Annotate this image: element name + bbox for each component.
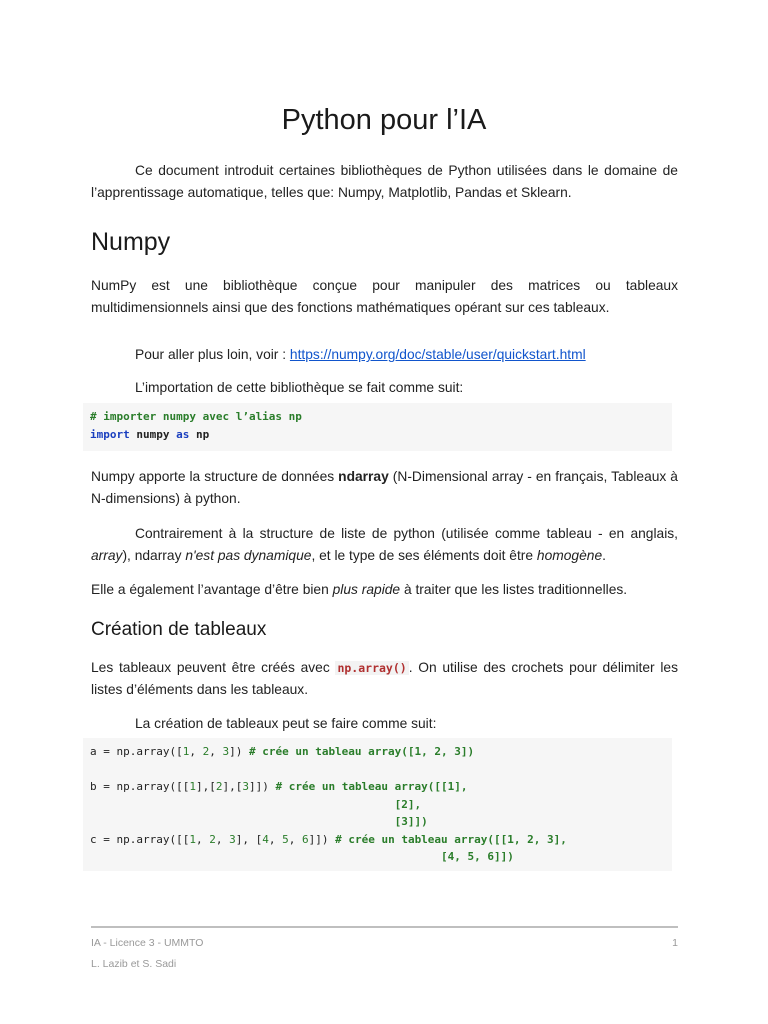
faster-term: plus rapide xyxy=(332,582,401,597)
not-dynamic-term: n'est pas dynamique xyxy=(185,548,312,563)
ndarray-text-post: (N-Dimensional array - en français, Tableaux à N-dimensions) à python. xyxy=(91,469,678,506)
code-sep: , xyxy=(288,832,302,846)
contrast-part3: , et le type de ses éléments doit être xyxy=(311,548,537,563)
creation-paragraph xyxy=(91,657,678,701)
contrast-part4: . xyxy=(602,548,606,563)
code-sep: , xyxy=(209,745,223,758)
creation-intro: La création de tableaux peut se faire comme suit: xyxy=(135,716,437,731)
code-b-pre: b = np.array([[ xyxy=(90,780,190,793)
code-b-comment: # crée un tableau array([[1], xyxy=(275,780,468,793)
more-info-prefix: Pour aller plus loin, voir : xyxy=(135,347,290,362)
footer-authors: L. Lazib et S. Sadi xyxy=(91,958,177,970)
np-array-inline-code: np.array() xyxy=(337,661,407,675)
creation-heading: Création de tableaux xyxy=(91,619,267,640)
code-b-comment-cont xyxy=(90,815,428,828)
as-keyword: as xyxy=(176,427,190,441)
module-name: numpy xyxy=(129,427,177,441)
code-number: 1 xyxy=(189,832,196,846)
code-a-comment: # crée un tableau array([1, 2, 3]) xyxy=(248,745,475,758)
intro-paragraph: Ce document introduit certaines bibliothèques de Python utilisées dans le domaine de l’apprentissage automatique, telles que: Numpy, Matplotlib, Pandas et Sklearn. xyxy=(91,163,678,200)
code-number: 3 xyxy=(222,745,230,758)
code-c-post: ]]) xyxy=(308,832,336,846)
import-keyword: import xyxy=(90,427,130,441)
ndarray-text-pre: Numpy apporte la structure de données xyxy=(91,469,339,484)
code-a-post: ]) xyxy=(229,745,249,758)
code-b-comment-2: [2], xyxy=(394,797,422,811)
code-number: 1 xyxy=(189,780,196,793)
code-number: 2 xyxy=(215,780,223,793)
ndarray-paragraph xyxy=(91,466,678,510)
more-info-line xyxy=(135,344,586,366)
code-c-comment: # crée un tableau array([[1, 2, 3], xyxy=(335,832,567,846)
array-term: array xyxy=(91,548,123,563)
creation-pre: Les tableaux peuvent être créés avec xyxy=(91,660,336,675)
numpy-quickstart-link[interactable]: https://numpy.org/doc/stable/user/quickstart.html xyxy=(289,347,586,362)
import-code-block xyxy=(83,403,672,451)
code-sep: ],[ xyxy=(195,780,216,793)
code-number: 4 xyxy=(262,832,269,846)
speed-pre: Elle a également l’avantage d’être bien xyxy=(91,582,333,597)
code-number: 3 xyxy=(229,832,236,846)
code-a-pre: a = np.array([ xyxy=(90,745,183,758)
code-sep: ],[ xyxy=(222,780,243,793)
speed-paragraph xyxy=(91,579,678,601)
code-c-comment-cont xyxy=(90,850,514,863)
contrast-part2: ), ndarray xyxy=(122,548,186,563)
code-sep: , xyxy=(215,832,230,846)
document-title: Python pour l’IA xyxy=(281,104,487,136)
code-b-post: ]]) xyxy=(248,780,276,793)
code-c-pre: c = np.array([[ xyxy=(90,832,190,846)
code-sep: , xyxy=(268,832,283,846)
creation-code-block xyxy=(83,738,672,871)
import-intro: L’importation de cette bibliothèque se fait comme suit: xyxy=(135,380,464,395)
code-sep: , xyxy=(195,832,210,846)
code-number: 1 xyxy=(182,745,190,758)
homogeneous-term: homogène xyxy=(536,548,603,563)
footer-divider xyxy=(91,926,678,928)
code-c-comment-2: [4, 5, 6]]) xyxy=(441,850,514,863)
speed-post: à traiter que les listes traditionnelles. xyxy=(400,582,628,597)
ndarray-term: ndarray xyxy=(338,469,389,484)
code-number: 2 xyxy=(202,745,210,758)
numpy-description: NumPy est une bibliothèque conçue pour manipuler des matrices ou tableaux multidimensionnels ainsi que des fonctions mathématiques opérant sur ces tableaux. xyxy=(91,278,678,315)
footer-course: IA - Licence 3 - UMMTO xyxy=(91,937,204,949)
code-comment: # importer numpy avec l’alias np xyxy=(90,410,302,423)
code-c-mid: ], [ xyxy=(235,832,263,846)
contrast-paragraph xyxy=(91,523,678,567)
code-number: 2 xyxy=(209,832,216,846)
code-number: 6 xyxy=(301,832,309,846)
contrast-part1: Contrairement à la structure de liste de python (utilisée comme tableau - en anglais, xyxy=(135,526,678,541)
page-number: 1 xyxy=(672,937,678,949)
code-number: 5 xyxy=(282,832,289,846)
numpy-heading: Numpy xyxy=(91,228,171,256)
code-sep: , xyxy=(189,745,203,758)
alias-name: np xyxy=(189,427,210,441)
code-b-comment-3: [3]]) xyxy=(394,815,428,828)
creation-post: . On utilise des crochets pour délimiter les listes d’éléments dans les tableaux. xyxy=(91,660,678,697)
code-b-comment-cont xyxy=(90,798,421,811)
code-number: 3 xyxy=(242,780,249,793)
